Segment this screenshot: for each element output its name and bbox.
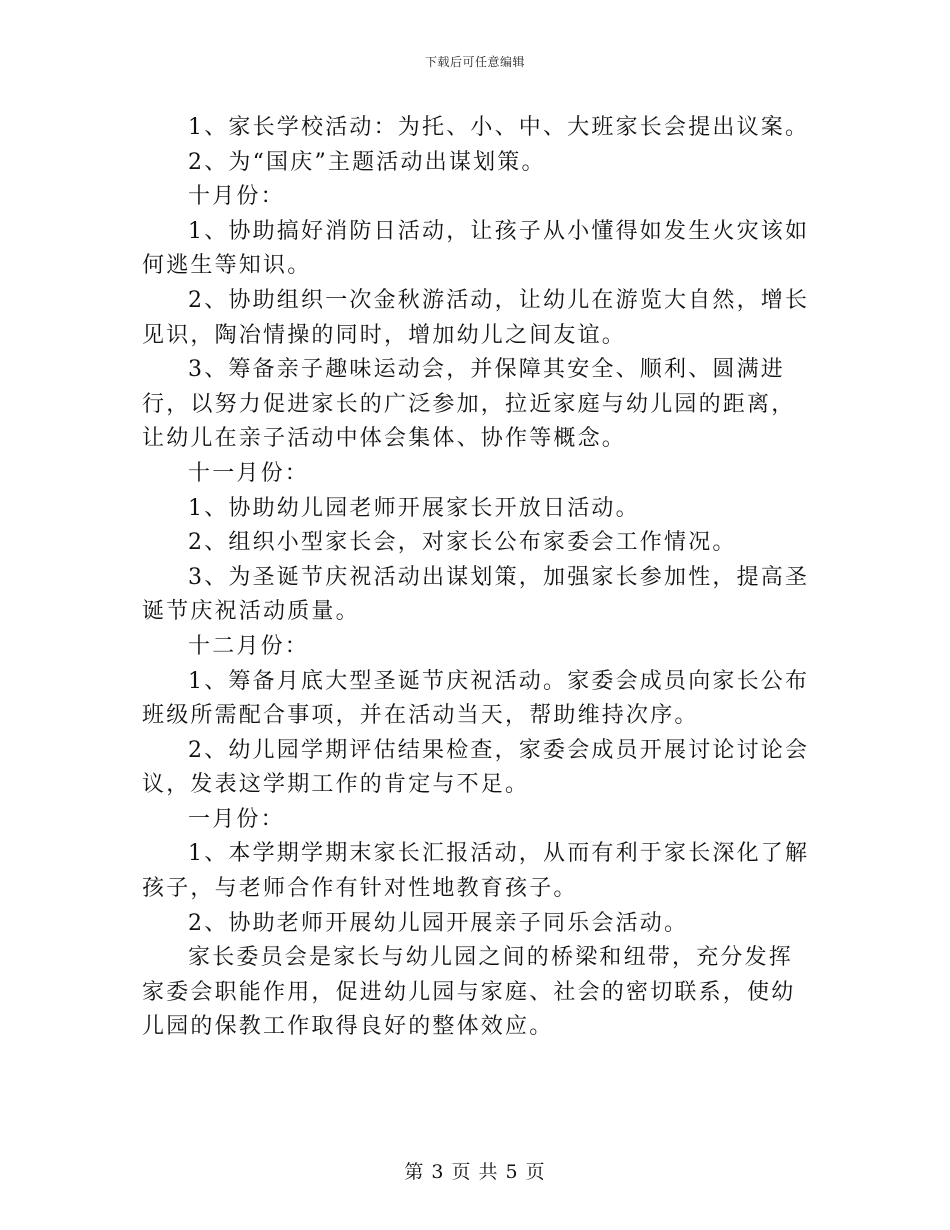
paragraph: 3、为圣诞节庆祝活动出谋划策，加强家长参加性，提高圣诞节庆祝活动质量。 xyxy=(142,564,810,625)
page-number: 第 3 页 共 5 页 xyxy=(404,1161,546,1183)
document-body xyxy=(142,111,810,1045)
section-heading-january: 一月份： xyxy=(188,806,285,832)
paragraph: 1、协助幼儿园老师开展家长开放日活动。 xyxy=(188,495,640,521)
paragraph: 1、家长学校活动：为托、小、中、大班家长会提出议案。 xyxy=(188,115,810,140)
paragraph: 1、协助搞好消防日活动，让孩子从小懂得如发生火灾该如何逃生等知识。 xyxy=(142,218,810,279)
header-note: 下载后可任意编辑 xyxy=(424,55,525,69)
paragraph: 1、筹备月底大型圣诞节庆祝活动。家委会成员向家长公布班级所需配合事项，并在活动当天，帮助维持次序。 xyxy=(142,668,810,729)
section-heading-november: 十一月份： xyxy=(188,460,310,486)
closing-paragraph: 家长委员会是家长与幼儿园之间的桥梁和纽带，充分发挥家委会职能作用，促进幼儿园与家庭、社会的密切联系，使幼儿园的保教工作取得良好的整体效应。 xyxy=(142,945,796,1040)
section-heading-december: 十二月份： xyxy=(188,633,310,659)
section-heading-october: 十月份： xyxy=(188,184,285,210)
paragraph: 2、协助老师开展幼儿园开展亲子同乐会活动。 xyxy=(188,910,689,936)
paragraph: 2、为“国庆”主题活动出谋划策。 xyxy=(188,149,546,175)
paragraph: 2、协助组织一次金秋游活动，让幼儿在游览大自然，增长见识，陶冶情操的同时，增加幼儿之间友谊。 xyxy=(142,287,810,348)
paragraph: 1、本学期学期末家长汇报活动，从而有利于家长深化了解孩子，与老师合作有针对性地教育孩子。 xyxy=(142,841,810,902)
paragraph: 2、组织小型家长会，对家长公布家委会工作情况。 xyxy=(188,530,737,556)
paragraph: 3、筹备亲子趣味运动会，并保障其安全、顺利、圆满进行，以努力促进家长的广泛参加，拉近家庭与幼儿园的距离，让幼儿在亲子活动中体会集体、协作等概念。 xyxy=(142,357,796,452)
paragraph: 2、幼儿园学期评估结果检查，家委会成员开展讨论讨论会议，发表这学期工作的肯定与不足。 xyxy=(142,737,810,798)
